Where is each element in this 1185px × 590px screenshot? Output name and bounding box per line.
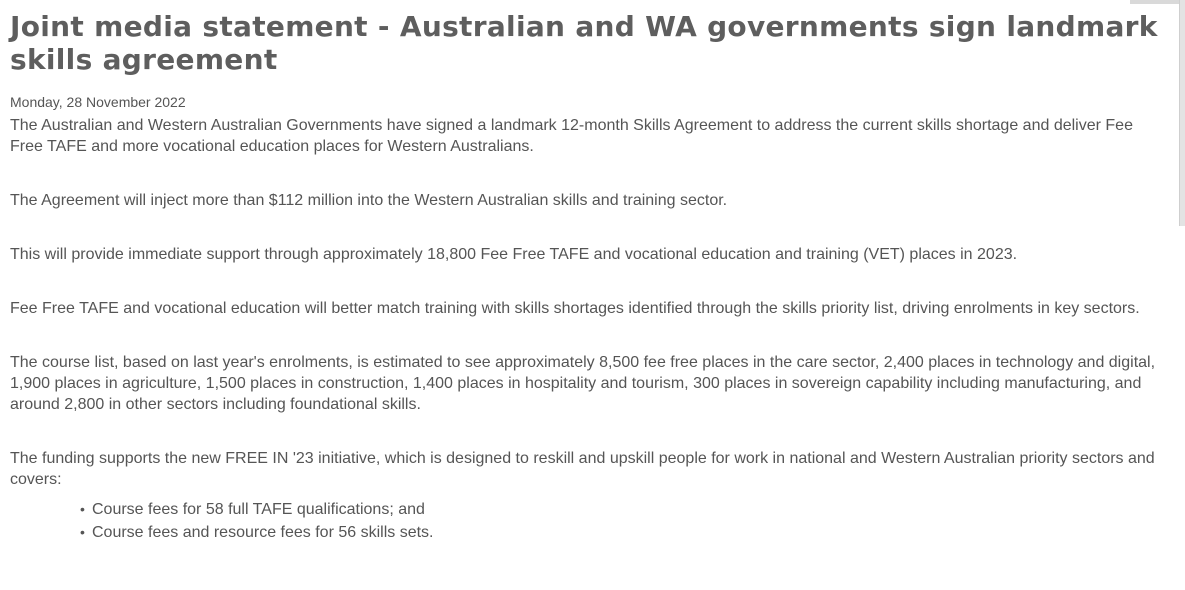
scrollbar[interactable] xyxy=(1179,0,1185,226)
article xyxy=(10,10,1170,544)
page-title: Joint media statement - Australian and WA governments sign landmark skills agreement xyxy=(10,10,1158,76)
paragraph-2: The Agreement will inject more than $112 million into the Western Australian skills and training sector. xyxy=(10,192,728,209)
paragraph-4: Fee Free TAFE and vocational education will better match training with skills shortages identified through the skills priority list, driving enrolments in key sectors. xyxy=(10,300,1140,317)
paragraph-6: The funding supports the new FREE IN '23 initiative, which is designed to reskill and upskill people for work in national and Western Australian priority sectors and covers: xyxy=(10,450,1155,488)
publish-date: Monday, 28 November 2022 xyxy=(10,94,186,110)
paragraph-1: The Australian and Western Australian Governments have signed a landmark 12-month Skills Agreement to address the current skills shortage and deliver Fee Free TAFE and more vocational education places for Western Australians. xyxy=(10,117,1133,155)
covered-fees-list xyxy=(10,498,1170,544)
window-edge xyxy=(1130,0,1185,4)
list-item: • Course fees and resource fees for 56 skills sets. xyxy=(80,521,1170,544)
list-item: • Course fees for 58 full TAFE qualifications; and xyxy=(80,498,1170,521)
paragraph-5: The course list, based on last year's enrolments, is estimated to see approximately 8,500 fee free places in the care sector, 2,400 places in technology and digital, 1,900 places in agriculture, 1,500 places in construction, 1,400 places in hospitality and tourism, 300 places in sovereign capability including manufacturing, and around 2,800 in other sectors including foundational skills. xyxy=(10,354,1156,413)
paragraph-3: This will provide immediate support through approximately 18,800 Fee Free TAFE and vocational education and training (VET) places in 2023. xyxy=(10,246,1018,263)
